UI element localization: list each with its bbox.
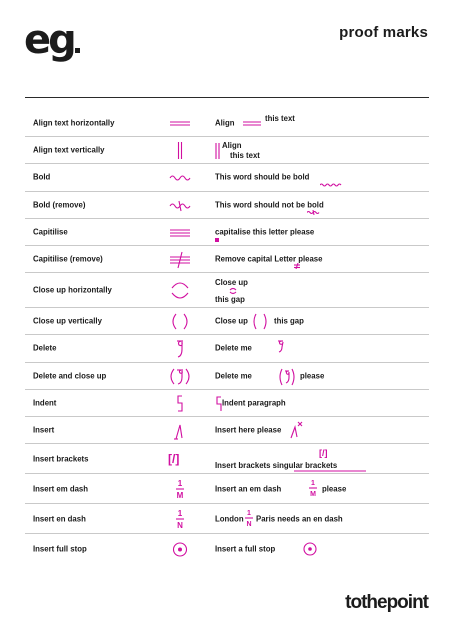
table-row: [25, 504, 429, 534]
row-name: Align text horizontally: [33, 118, 115, 128]
logo: [24, 18, 84, 62]
example-text: Remove capital Letter please: [215, 254, 323, 264]
row-name: Insert em dash: [33, 484, 89, 494]
example-text: capitalise this letter please: [215, 227, 315, 237]
example-text: Close up: [215, 278, 248, 288]
proof-marks-table: [25, 110, 429, 564]
table-row: [25, 390, 429, 417]
example-text: Insert here please: [215, 425, 282, 435]
row-name: Delete and close up: [33, 371, 107, 381]
row-name: Close up vertically: [33, 316, 102, 326]
delete-close-up-icon: [168, 365, 192, 388]
delete-icon: [168, 337, 192, 360]
horizontal-close-up-icon: [168, 279, 192, 302]
row-name: Insert full stop: [33, 544, 87, 554]
crossed-triple-line-icon: [168, 248, 192, 271]
em-dash-icon: [168, 477, 192, 500]
indent-icon: [168, 392, 192, 415]
table-row: [25, 363, 429, 390]
vertical-close-up-icon: [168, 310, 192, 333]
example-extra: please: [300, 371, 325, 381]
fraction-one: 1: [247, 510, 251, 518]
example-text: This word should not be bold: [215, 200, 324, 210]
row-name: Insert brackets: [33, 454, 89, 464]
row-name: Insert en dash: [33, 514, 86, 524]
table-row: [25, 308, 429, 335]
table-row: [25, 137, 429, 164]
row-name: Bold (remove): [33, 200, 86, 210]
example-text: Close up: [215, 316, 248, 326]
example-text: Align: [222, 141, 242, 151]
page-title: proof marks: [339, 24, 428, 41]
example-extra: this gap: [215, 295, 245, 305]
table-row: [25, 192, 429, 219]
fraction-one: 1: [311, 480, 315, 488]
header-divider: [25, 97, 429, 98]
table-row: [25, 474, 429, 504]
row-name: Bold: [33, 172, 51, 182]
row-name: Align text vertically: [33, 145, 105, 155]
en-dash-icon: [168, 507, 192, 530]
brackets-icon: [168, 448, 192, 471]
brand-logo: tothepoint: [345, 592, 428, 613]
insert-caret-icon: [168, 419, 192, 442]
table-row: [25, 417, 429, 444]
example-extra: this text: [265, 114, 295, 123]
row-name: Delete: [33, 343, 57, 353]
fraction-one: 1: [177, 479, 183, 489]
fraction-m: M: [176, 491, 184, 501]
example-extra: Paris needs an en dash: [256, 514, 343, 524]
example-text: Delete me: [215, 343, 252, 353]
table-row: [25, 164, 429, 191]
wavy-line-icon: [168, 166, 192, 189]
fraction-one: 1: [177, 509, 183, 519]
example-text: Indent paragraph: [222, 398, 286, 408]
example-text: Insert an em dash: [215, 484, 282, 494]
table-row: [25, 335, 429, 362]
bracket-mark-small: [/]: [319, 448, 328, 459]
fraction-n: N: [177, 521, 183, 531]
logo-dot: [75, 48, 80, 53]
example-text: This word should be bold: [215, 172, 310, 182]
example-text: Align: [215, 118, 235, 128]
row-example: [215, 119, 261, 128]
example-text: Insert brackets singular brackets: [215, 461, 338, 471]
double-horizontal-line-icon: [168, 112, 192, 135]
logo-text: eg: [24, 17, 74, 63]
table-row: [25, 219, 429, 246]
row-name: Insert: [33, 425, 55, 435]
table-row: [25, 534, 429, 564]
row-name: Close up horizontally: [33, 285, 112, 295]
example-extra: this gap: [274, 316, 304, 326]
table-row: [25, 444, 429, 474]
row-name: Capitilise (remove): [33, 254, 103, 264]
fraction-n: N: [246, 521, 252, 529]
example-extra: please: [322, 484, 347, 494]
row-name: Capitilise: [33, 227, 68, 237]
table-row: [25, 246, 429, 273]
fraction-m: M: [310, 491, 316, 499]
table-row: [25, 273, 429, 308]
example-text: Insert a full stop: [215, 544, 276, 554]
double-vertical-line-icon: [168, 139, 192, 162]
row-name: Indent: [33, 398, 57, 408]
example-text: Delete me: [215, 371, 252, 381]
triple-line-icon: [168, 221, 192, 244]
crossed-wavy-line-icon: [168, 194, 192, 217]
capital-marker: [215, 238, 219, 242]
example-text: London: [215, 514, 244, 524]
table-row: [25, 110, 429, 137]
example-extra: this text: [230, 151, 260, 161]
full-stop-icon: [168, 538, 192, 561]
bracket-mark-text: [/]: [168, 452, 180, 467]
